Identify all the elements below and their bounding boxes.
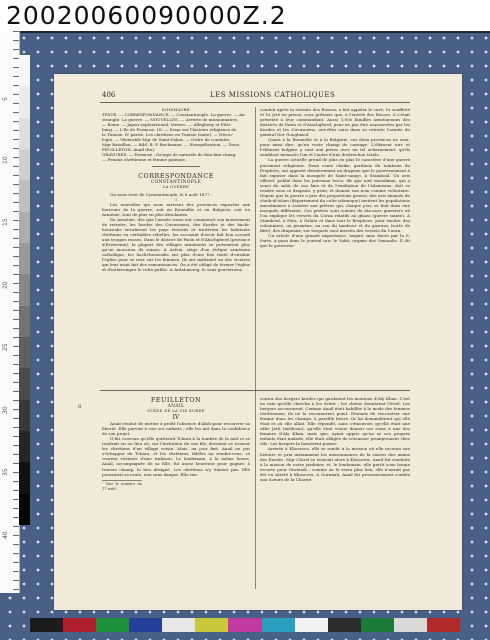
page-header	[102, 91, 407, 101]
ruler-number: 40	[2, 530, 9, 539]
gray-swatch	[19, 149, 30, 180]
correspondance-subtitle: LA GUERRE	[162, 184, 190, 189]
paragraph: Un article d'une grande importance, inspiré sans doute par la S. Porte, a paru dans le journal turc le Vakit, organe des Osmanlis. Il dit que le gouverne-	[260, 233, 410, 249]
gray-swatch	[19, 462, 30, 493]
sommaire-line: — Rome. — Japon septentrional; Mexico. — Allegheny et Pitts-	[102, 122, 232, 128]
ruler-number: 35	[2, 468, 9, 477]
sommaire-line: logie. — Vénérable Mgr de Saint-Palais. — Ordre de conduite.	[102, 137, 231, 143]
paragraph: contra des bergers kurdes qui gardaient les moutons d'Aly Khan. C'est en vain qu'elle chercha à les éviter ; les chiens donnèrent l'éveil. Les bergers accoururent. Comme Anail était habillée à la mode des femmes chrétiennes, ils ne la reconnurent point. Etonnés de rencontrer une femme dans les champs, à pareille heure, ils lui demandèrent qui elle était et où elle allait. Elle répondit, sans s'émouvoir, qu'elle était une sâhe Jatti (médecin), qu'elle était venue donner ses soins à une des femmes d'Aly Khan, mais que, ayant appris qu'on se ses propres enfants était malade, elle était obligée de retourner promptement chez elle. Les bergers la laissèrent passer.	[260, 396, 410, 447]
ruler-number: 25	[2, 343, 9, 352]
gray-swatch	[19, 400, 30, 431]
correspondance-place: CONSTANTINOPLE	[150, 179, 202, 185]
section-mark: I	[175, 196, 177, 202]
sommaire-line: Mgr Bataillon. — Bibl. R. P. Bochmann. — Evangélisation. — Dons.	[102, 142, 241, 148]
color-swatch	[394, 618, 427, 632]
gray-swatch	[19, 368, 30, 399]
feuilleton-name: ANAIL	[167, 404, 185, 409]
color-swatch	[129, 618, 162, 632]
document-page	[54, 74, 462, 610]
paragraph: conduit après la retraite des Russes, a fait appeler le curé, l'a souffleté et l'a jeté en prison, sous prétexte que, à l'entrée des Russes, il s'était présenté à leur commandant. Aussi 3,000 familles arméniennes des districts de Pasin et d'Atachgherd, pour ne pas être massacrées par les Kurdes et les Circassiens, ont-elles suivi dans sa retraite l'armée du général Der Goughasof.	[260, 107, 410, 138]
ruler-number: 20	[2, 281, 9, 289]
color-swatch	[195, 618, 228, 632]
ruler-number: 15	[2, 218, 9, 227]
column-divider	[255, 394, 256, 589]
gray-swatch	[19, 180, 30, 211]
footnote: ¹ Voir le numéro du 17 août.	[102, 481, 142, 491]
sommaire-line: TEXTE. — CORRESPONDANCE. — Constantinople. La guerre. — Au-	[102, 112, 246, 118]
gray-swatch	[19, 274, 30, 305]
sommaire-line: la Tunisie. IV partie. Les chrétiens en Tunisie (suite). — Nécro-	[102, 132, 234, 138]
color-calibration-bar	[30, 618, 460, 632]
ruler-number: 10	[2, 156, 9, 164]
chapter-number: IV	[172, 414, 180, 422]
paragraph: Arrivée à Khosrova, elle se rendit à la mission où elle raconta son histoire et pria instamment les missionnaires de la sauver des mains des Kurdes. Mgr Clozel se trouvait alors à Khosrova. Anail fut conduite à la maison de notre jardinier, et, le lendemain, elle partit sous bonne escorte pour Ourmiah ; comme on le verra plus loin, elle n'aurait pas été en sûreté à Khosrova. A Ourmiah, Anail fut provisoirement confiée aux Soeurs de la Charité.	[260, 446, 410, 482]
paragraph: Les nouvelles qui nous arrivent des provinces exposées aux horreurs de la guerre, soit en Roumélie et en Bulgarie, soit en Arménie, sont de plus en plus désolantes.	[102, 201, 250, 217]
gray-swatch	[19, 494, 30, 525]
color-swatch	[63, 618, 96, 632]
paragraph: La guerre actuelle prend de plus en plus le caractère d'une guerre purement religieuse. Deux cents cheiks, gardiens du tombeau du Prophète, ont apporté dernièrement un drapeau que le gouvernement a fait exposer dans la mosquée de Saïnt-saniye, à Stamboul. Un avis officiel, publié dans les journaux turcs, dit que tout musulman, qui a souci du salut de son âme et de l'exaltation de l'islamisme, doit se rendre sous ce drapeau, y prier, et donner son nom comme volontaire. Depuis que la guerre a pris des proportions graves, des avis émanés du cheik-ul-islam (département du culte islamique) invitent les populations musulmanes à assister aux prières qui, chaque jour, se font dans une mosquée différente. Ces prières sont suivies de discours guerriers où l'on explique les versets du Coran relatifs au ghaza (guerre sainte). A Stamboul, à Péra, à Galata et dans tout le Bosphore, pour exciter des volontaires, on promène, au son du tambour et du gazerou (sorte de fifre), des drapeaux, sur lesquels sont inscrits des versets du Coran.	[260, 157, 410, 234]
feuilleton-marker: 8	[78, 404, 82, 410]
column-divider	[255, 107, 256, 412]
correspondance-title: CORRESPONDANCE	[138, 171, 214, 180]
sommaire-line: strangle. La guerre. — NOUVELLES. — Arrivée de missionnaires.	[102, 117, 239, 123]
ruler-number: 5	[2, 97, 9, 102]
feuilleton-left	[102, 396, 250, 492]
feuilleton-subtitle: SCÈNE DE LA VIE KURDE	[147, 409, 205, 414]
color-swatch	[262, 618, 295, 632]
paragraph: Quant à la Roumélie et à la Bulgarie, ces deux provinces ne sont, pour ainsi dire, qu'un vaste champ de carnage. L'élément turc et l'élément bulgare y sont aux prises avec un tel acharnement, qu'ils semblent menacés l'un et l'autre d'une destruction totale.	[260, 137, 410, 158]
gray-swatch	[19, 118, 30, 149]
color-swatch	[30, 618, 63, 632]
running-title: LES MISSIONS CATHOLIQUES	[210, 91, 336, 99]
page-number: 406	[102, 91, 116, 99]
measurement-ruler	[0, 31, 20, 593]
paragraph: En Arménie, dès que l'armée russe eut commencé son mouvement de retraite, les hordes des Circassiens, des Kurdes et des bachi-bouzouks envahirent les pays évacués et traitèrent les habitants chrétiens en véritables rebelles, les accusant d'avoir fait bon accueil aux troupes russes. Dans le district de Pasin et d'Atachgherd (province d'Erzeroum), la plupart des villages arméniens se présentent plus qu'un monceau de ruines. A Artvin, siège d'un évêque arménien catholique, les bachi-bouzouks ont plus d'une fois tenté d'envahir l'église pour se ruer sur les femmes. Ils ont maltraité un des vicaires qui leur avait fait des remontrances. On a été obligé de fermer l'église et d'interrompre le culte public. A Ardahanoug, le sous-gouverneur,	[102, 216, 250, 273]
sommaire-line: — Femme chrétienne et femme païenne.	[102, 157, 187, 163]
feuilleton-right	[260, 396, 410, 482]
color-swatch	[228, 618, 261, 632]
right-column-top	[260, 107, 410, 248]
color-swatch	[162, 618, 195, 632]
sommaire-heading: SOMMAIRE	[161, 107, 191, 112]
gray-swatch	[19, 337, 30, 368]
color-swatch	[361, 618, 394, 632]
gray-swatch	[19, 212, 30, 243]
color-swatch	[295, 618, 328, 632]
gray-swatch	[19, 243, 30, 274]
sommaire-line: FEUILLETON. Anail (fin).	[102, 147, 156, 153]
header-rule	[100, 102, 410, 103]
archive-id: 20020060090000Z.2	[6, 1, 287, 30]
sommaire-line: GRAVURES. — Formose : Groupe de naturels de Bun-kim-chang.	[102, 152, 237, 158]
color-swatch	[96, 618, 129, 632]
color-swatch	[328, 618, 361, 632]
gray-swatch	[19, 55, 30, 86]
sommaire-list	[102, 112, 250, 162]
archive-id-band	[0, 0, 490, 33]
paragraph: Anail résolut de mettre à profit l'absence d'Abdi pour recouvrer sa liberté. Elle parvint à voir ses enfants ; elle les mit dans la confidence de son projet.	[102, 421, 250, 437]
left-column-top	[102, 107, 250, 272]
grayscale-card	[19, 55, 30, 525]
sommaire-line: burg. — L'île de Formose, III. — Essai sur l'histoire religieuse de	[102, 127, 237, 133]
gray-swatch	[19, 86, 30, 117]
paragraph: Il fut convenu qu'elle quitterait Tchara à la tombée de la nuit et se rendrait en un lieu où, sur l'invitation de son fils, devaient se trouver les chrétiens d'un village voisin. Mais, au jour fixé, Anail ne put s'échapper de Tchara, et les chrétiens, fidèles au rendez-vous, se crurent victimes d'une trahison. Le lendemain, à la même heure, Anail, accompagnée de sa fille, fut assez heureuse pour gagner, à travers champ, le lieu désigné. Les chrétiens n'y étaient pas. Elle poursuivit sa route, non sans danger. Elle ren-	[102, 436, 250, 477]
section-rule	[152, 166, 200, 167]
gray-swatch	[19, 431, 30, 462]
correspondance-intro: On nous écrit de Constantinople, le 8 août 1877 :	[110, 191, 213, 197]
feuilleton-rule	[100, 390, 410, 391]
gray-swatch	[19, 306, 30, 337]
feuilleton-title: FEUILLETON	[150, 396, 202, 404]
ruler-number: 30	[2, 406, 9, 414]
color-swatch	[427, 618, 460, 632]
